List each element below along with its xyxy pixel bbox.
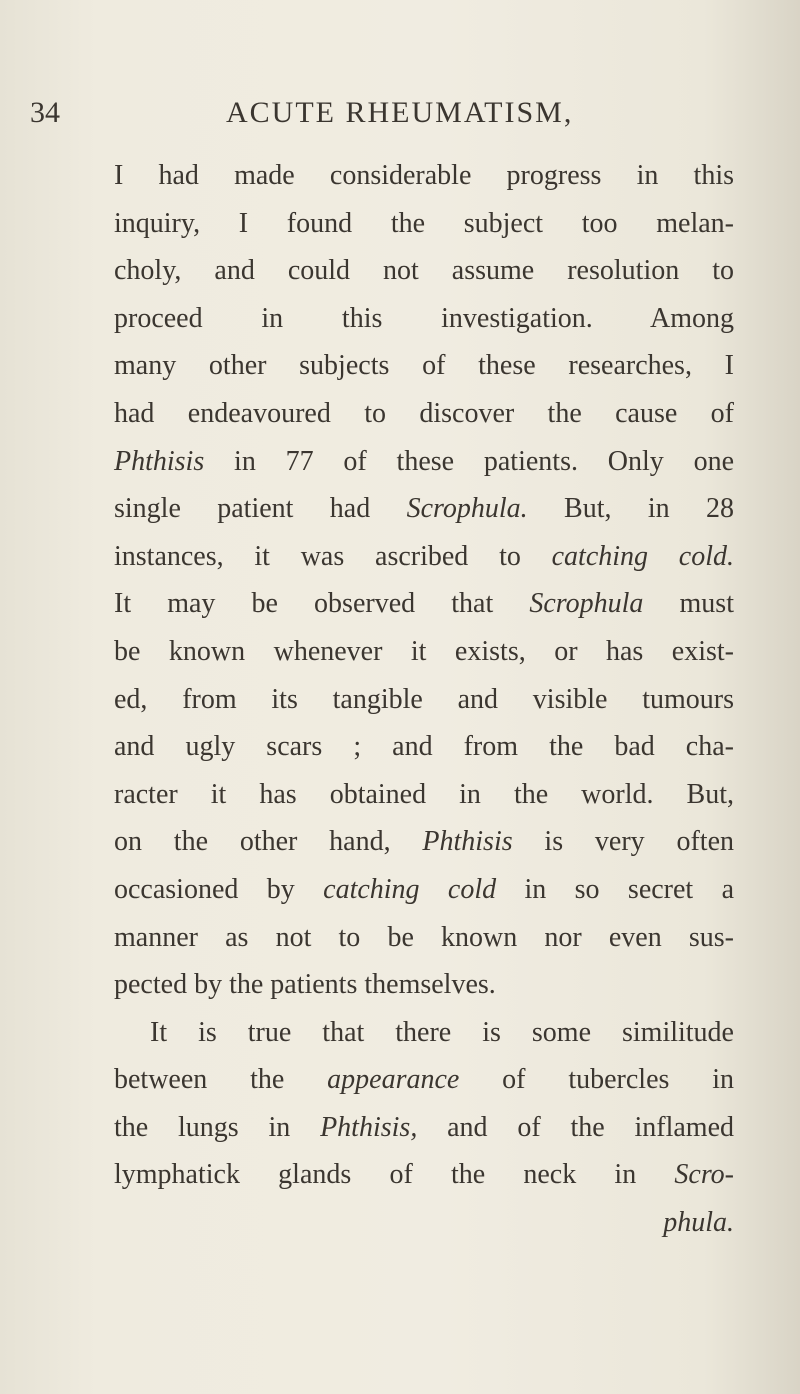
text-run: proceed in this investigation. Among — [114, 302, 734, 334]
text-run: racter it has obtained in the world. But, — [114, 778, 734, 810]
text-run: But, in 28 — [527, 493, 734, 525]
text-line — [114, 961, 734, 1009]
text-run: choly, and could not assume resolution to — [114, 255, 734, 287]
text-run: in so secret a — [496, 873, 735, 905]
text-line — [114, 771, 734, 819]
text-run: ed, from its tangible and visible tumours — [114, 683, 734, 715]
text-run: is very often — [512, 826, 734, 858]
italic-text: appearance — [327, 1064, 460, 1096]
text-line — [114, 1151, 734, 1199]
text-run: on the other hand, — [114, 826, 423, 858]
text-line — [114, 866, 734, 914]
text-run: many other subjects of these researches, I — [114, 350, 734, 382]
text-run: inquiry, I found the subject too melan- — [114, 207, 734, 239]
text-line — [114, 342, 734, 390]
text-run: in 77 of these patients. Only one — [204, 445, 734, 477]
text-run: occasioned by — [114, 873, 324, 905]
text-line — [114, 247, 734, 295]
text-line — [114, 1009, 734, 1057]
text-run: between the — [114, 1064, 328, 1096]
text-run: It may be observed that — [114, 588, 530, 620]
body-text — [114, 152, 734, 1247]
text-run: be known whenever it exists, or has exist- — [114, 635, 734, 667]
text-run: of tubercles in — [459, 1064, 734, 1096]
text-line — [114, 818, 734, 866]
text-run: instances, it was ascribed to — [114, 540, 552, 572]
text-run: and of the inflamed — [417, 1111, 734, 1143]
text-line — [114, 390, 734, 438]
italic-text: Phthisis — [422, 826, 513, 858]
page-number: 34 — [30, 96, 60, 129]
text-line — [114, 676, 734, 724]
running-head-title: ACUTE RHEUMATISM, — [226, 96, 574, 129]
text-line — [114, 152, 734, 200]
text-line — [114, 438, 734, 486]
text-run: had endeavoured to discover the cause of — [114, 397, 734, 429]
italic-text: Phthisis, — [320, 1111, 418, 1143]
text-line — [114, 295, 734, 343]
text-run: I had made considerable progress in this — [114, 160, 734, 191]
text-line — [114, 914, 734, 962]
italic-text: Scrophula. — [406, 493, 528, 525]
text-line — [114, 628, 734, 676]
text-line — [114, 723, 734, 771]
text-run: the lungs in — [114, 1111, 321, 1143]
running-head — [0, 96, 800, 136]
text-line — [114, 533, 734, 581]
italic-text: Phthisis — [114, 445, 205, 477]
italic-text: catching cold. — [551, 540, 734, 572]
text-run: pected by the patients themselves. — [114, 969, 496, 1001]
text-line — [114, 1056, 734, 1104]
italic-text: Scrophula — [529, 588, 644, 620]
text-run: and ugly scars ; and from the bad cha- — [114, 731, 734, 763]
text-run: manner as not to be known nor even sus- — [114, 921, 734, 953]
text-line — [114, 485, 734, 533]
italic-text: Scro- — [674, 1159, 734, 1191]
text-line — [114, 200, 734, 248]
text-run: single patient had — [114, 493, 407, 525]
text-line — [114, 1199, 734, 1247]
text-run: It is true that there is some similitude — [150, 1016, 734, 1048]
text-run: must — [643, 588, 734, 620]
italic-text: catching cold — [323, 873, 497, 905]
text-run: lymphatick glands of the neck in — [114, 1159, 675, 1191]
text-line — [114, 1104, 734, 1152]
italic-text: phula. — [663, 1207, 734, 1239]
text-line — [114, 580, 734, 628]
